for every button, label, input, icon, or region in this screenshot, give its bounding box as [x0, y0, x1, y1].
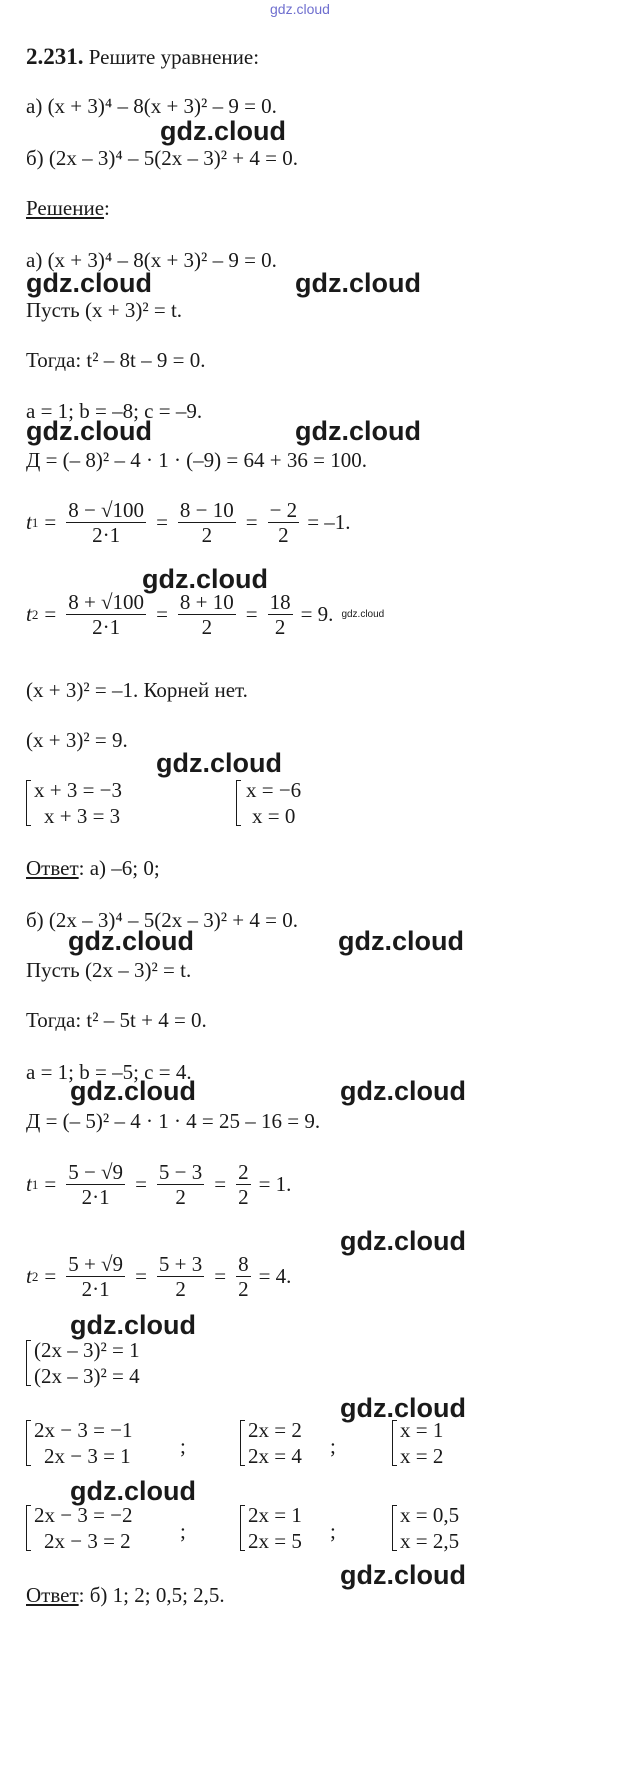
fraction: $\frac{18}{2}$	[269, 590, 291, 640]
system-line: 2x − 3 = −2	[34, 1503, 133, 1527]
fraction: $\frac{5 + √9}{2\cdot 1}$	[68, 1252, 124, 1302]
fraction: $\frac{5 - √9}{2\cdot 1}$	[68, 1160, 124, 1210]
part-a-discriminant: Д = (– 8)² – 4 · 1 · (–9) = 64 + 36 = 100.	[26, 448, 367, 472]
system-line: x = 2	[400, 1444, 444, 1468]
system-line: x = 0,5	[400, 1503, 460, 1527]
watermark: gdz.cloud	[338, 926, 464, 956]
system-line: x + 3 = 3	[44, 804, 121, 828]
watermark: gdz.cloud	[156, 748, 282, 778]
system-line: x = 2,5	[400, 1529, 460, 1553]
system-line: x = 1	[400, 1418, 444, 1442]
system-line: x = −6	[246, 778, 302, 802]
part-b-equation: б) (2x – 3)⁴ – 5(2x – 3)² + 4 = 0.	[26, 908, 298, 932]
task-a: а) (x + 3)⁴ – 8(x + 3)² – 9 = 0.	[26, 94, 277, 118]
watermark: gdz.cloud	[142, 564, 268, 594]
fraction: $\frac{5 + 3}{2}$	[158, 1252, 203, 1302]
system-line: 2x = 2	[248, 1418, 302, 1442]
separator: ;	[180, 1434, 186, 1458]
system-bracket	[392, 1505, 397, 1551]
problem-title: Решите уравнение:	[88, 45, 260, 69]
problem-header	[26, 45, 259, 68]
watermark: gdz.cloud	[70, 1310, 196, 1340]
system-bracket	[240, 1420, 245, 1466]
watermark-top[interactable]: gdz.cloud	[270, 1, 330, 17]
separator: ;	[180, 1519, 186, 1543]
system-line: x + 3 = −3	[34, 778, 123, 802]
part-b-answer: Ответ: б) 1; 2; 0,5; 2,5.	[26, 1583, 225, 1607]
fraction: $\frac{8 + √100}{2\cdot 1}$	[68, 590, 145, 640]
system-bracket	[392, 1420, 397, 1466]
system-bracket	[26, 1420, 31, 1466]
part-b-coeffs: a = 1; b = –5; c = 4.	[26, 1060, 192, 1084]
part-b-let: Пусть (2x – 3)² = t.	[26, 958, 192, 982]
system-line: 2x = 1	[248, 1503, 302, 1527]
solution-label: Решение:	[26, 196, 110, 220]
fraction: $\frac{8 - √100}{2\cdot 1}$	[68, 498, 145, 548]
watermark: gdz.cloud	[340, 1393, 466, 1423]
watermark: gdz.cloud	[340, 1560, 466, 1590]
fraction: $\frac{- 2}{2}$	[269, 498, 298, 548]
part-a-coeffs: a = 1; b = –8; c = –9.	[26, 399, 203, 423]
watermark: gdz.cloud	[70, 1076, 196, 1106]
watermark: gdz.cloud	[341, 608, 385, 620]
fraction: $\frac{8 - 10}{2}$	[179, 498, 234, 548]
system-line: (2x – 3)² = 4	[34, 1364, 140, 1388]
fraction: $\frac{2}{2}$	[238, 1160, 249, 1210]
watermark: gdz.cloud	[70, 1476, 196, 1506]
system-bracket	[26, 780, 31, 826]
system-bracket	[236, 780, 241, 826]
watermark: gdz.cloud	[68, 926, 194, 956]
system-line: x = 0	[252, 804, 296, 828]
watermark: gdz.cloud	[26, 268, 152, 298]
fraction: $\frac{5 - 3}{2}$	[158, 1160, 203, 1210]
part-b-t1: t 1 = $\frac{5 - √9}{2\cdot 1}$ = $\frac{5 - 3}{2}$ = $\frac{2}{2}$ = 1.	[26, 1160, 292, 1210]
watermark: gdz.cloud	[340, 1076, 466, 1106]
part-a-answer: Ответ: а) –6; 0;	[26, 856, 160, 880]
part-a-no-roots: (x + 3)² = –1. Корней нет.	[26, 678, 248, 702]
problem-number: 2.231.	[26, 44, 84, 69]
system-line: 2x − 3 = −1	[34, 1418, 133, 1442]
system-bracket	[26, 1505, 31, 1551]
part-b-discriminant: Д = (– 5)² – 4 · 1 · 4 = 25 – 16 = 9.	[26, 1109, 321, 1133]
part-a-let: Пусть (x + 3)² = t.	[26, 298, 183, 322]
system-line: 2x − 3 = 1	[44, 1444, 131, 1468]
watermark: gdz.cloud	[340, 1226, 466, 1256]
watermark: gdz.cloud	[295, 416, 421, 446]
fraction: $\frac{8}{2}$	[238, 1252, 249, 1302]
separator: ;	[330, 1519, 336, 1543]
system-line: 2x = 4	[248, 1444, 302, 1468]
part-b-t2: t 2 = $\frac{5 + √9}{2\cdot 1}$ = $\frac{5 + 3}{2}$ = $\frac{8}{2}$ = 4.	[26, 1252, 292, 1302]
watermark: gdz.cloud	[160, 116, 286, 146]
system-line: (2x – 3)² = 1	[34, 1338, 140, 1362]
fraction: $\frac{8 + 10}{2}$	[179, 590, 234, 640]
watermark: gdz.cloud	[295, 268, 421, 298]
system-line: 2x = 5	[248, 1529, 302, 1553]
part-a-case: (x + 3)² = 9.	[26, 728, 128, 752]
part-b-then: Тогда: t² – 5t + 4 = 0.	[26, 1008, 207, 1032]
part-a-then: Тогда: t² – 8t – 9 = 0.	[26, 348, 206, 372]
system-line: 2x − 3 = 2	[44, 1529, 131, 1553]
part-a-t1: t 1 = $\frac{8 - √100}{2\cdot 1}$ = $\frac{8 - 10}{2}$ = $\frac{- 2}{2}$ = –1.	[26, 498, 351, 548]
system-bracket	[240, 1505, 245, 1551]
watermark: gdz.cloud	[26, 416, 152, 446]
part-a-t2: t 2 = $\frac{8 + √100}{2\cdot 1}$ = $\frac{8 + 10}{2}$ = $\frac{18}{2}$ = 9. gdz.cloud	[26, 590, 385, 640]
system-bracket	[26, 1340, 31, 1386]
separator: ;	[330, 1434, 336, 1458]
task-b: б) (2x – 3)⁴ – 5(2x – 3)² + 4 = 0.	[26, 146, 298, 170]
part-a-equation: а) (x + 3)⁴ – 8(x + 3)² – 9 = 0.	[26, 248, 277, 272]
